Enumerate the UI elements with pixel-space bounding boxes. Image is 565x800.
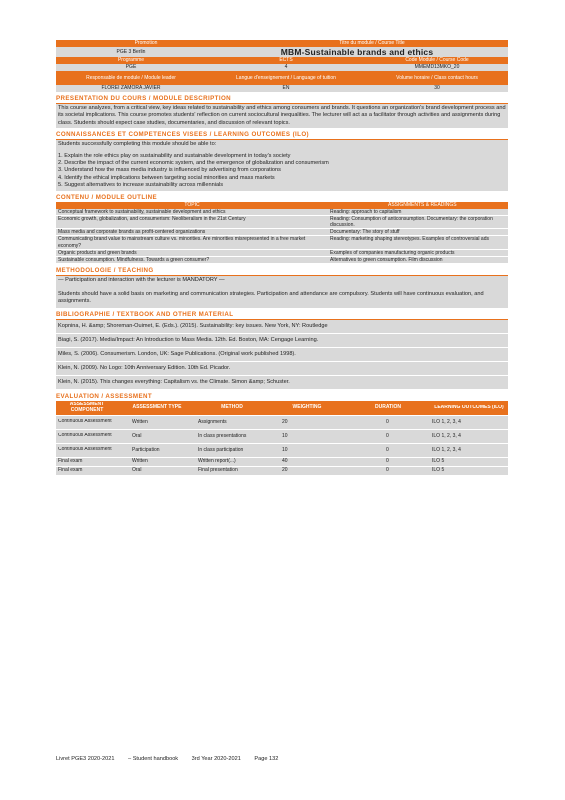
eval-weighting: 10 (282, 432, 288, 439)
assignment-cell: Examples of companies manufacturing organic products (330, 249, 455, 256)
programme-value: PGE (125, 64, 137, 70)
topic-cell: Mass media and corporate brands as profit-centered organizations (58, 229, 206, 236)
eval-duration: 0 (386, 467, 389, 474)
bibliography-heading: BIBLIOGRAPHIE / TEXTBOOK AND OTHER MATERIAL (56, 310, 234, 318)
content-row (56, 250, 508, 257)
eval-method: Final presentation (198, 467, 238, 474)
course-sheet (56, 40, 508, 476)
language-label: Langue d'enseignement / Language of tuition (236, 75, 336, 81)
eval-header-type: ASSESSMENT TYPE (132, 404, 182, 411)
outcome-item: 1. Explain the role ethics play on sustainability and sustainable development in today's society (58, 152, 291, 159)
evaluation-row (56, 430, 508, 444)
evaluation-heading: EVALUATION / ASSESSMENT (56, 392, 153, 400)
header-values-row-2 (56, 64, 508, 71)
bibliography-item: Miles, S. (2006). Consumerism. London, UK: Sage Publications. (Original work published 1998). (56, 348, 508, 362)
eval-component: Continuous Assessment (58, 433, 112, 439)
topic-cell: Organic products and green brands (58, 249, 137, 256)
eval-type: Oral (132, 432, 142, 439)
code-label: Code Module / Course Code (405, 57, 469, 63)
topic-cell: Conceptual framework to sustainability, sustainable development and ethics (58, 208, 226, 215)
topic-cell: Sustainable consumption. Mindfulness. Towards a green consumer? (58, 257, 210, 264)
evaluation-table-header (56, 401, 508, 416)
evaluation-row (56, 458, 508, 467)
outcome-item: 2. Describe the impact of the current economic system, and the emergence of globalization and consumerism (58, 160, 329, 167)
eval-method: Assignments (198, 418, 227, 425)
evaluation-row (56, 467, 508, 476)
outcomes-intro: Students successfully completing this module should be able to: (58, 141, 217, 148)
responsible-value: FLOREI ZAMORA JAVIER (101, 85, 161, 91)
evaluation-row (56, 444, 508, 458)
eval-component: Final exam (58, 467, 83, 474)
assignment-cell: Documentary: The story of stuff (330, 229, 400, 236)
eval-type: Written (132, 418, 148, 425)
outcome-item: 5. Suggest alternatives to increase sustainability across millennials (58, 182, 224, 189)
ects-value: 4 (284, 64, 288, 70)
eval-ilo: ILO 1, 2, 3, 4 (432, 446, 461, 453)
bibliography-item: Kopnina, H. &amp; Shoreman-Ouimet, E. (Eds.). (2015). Sustainability: key issues. New York, NY: Routledge (56, 320, 508, 334)
eval-ilo: ILO 1, 2, 3, 4 (432, 418, 461, 425)
header-values-row-3 (56, 85, 508, 92)
assignment-cell: Reading: approach to capitalism (330, 208, 402, 215)
eval-header-duration: DURATION (374, 404, 401, 411)
eval-duration: 0 (386, 446, 389, 453)
topic-column-header: TOPIC (184, 201, 200, 208)
programme-label: Programme (117, 57, 145, 63)
header-values-row-1 (56, 47, 508, 57)
presentation-heading: PRESENTATION DU COURS / MODULE DESCRIPTION (56, 95, 232, 102)
outcomes-heading: CONNAISSANCES ET COMPETENCES VISEES / LEARNING OUTCOMES (ILO) (56, 131, 310, 139)
eval-header-weighting: WEIGHTING (292, 404, 322, 411)
assignment-cell: Alternatives to green consumption. Film discussion (330, 257, 443, 264)
eval-ilo: ILO 5 (432, 467, 445, 474)
content-table-header (56, 202, 508, 209)
promotion-label: Promotion (134, 40, 158, 46)
presentation-text: This course analyzes, from a critical view, key ideas related to sustainability and ethics among consumers and brands. It questions an organization's brand development process and its societal implications. This course promotes students' reflection on current sociocultural inequalities. The lecturer will act as a facilitator through activities and assignments during class. Students should expect case studies, documentaries, and discussion of relevant topics. (56, 104, 508, 128)
language-value: EN (282, 85, 290, 91)
eval-type: Written (132, 458, 148, 465)
eval-type: Oral (132, 467, 142, 474)
content-row (56, 257, 508, 264)
content-row (56, 209, 508, 216)
eval-duration: 0 (386, 458, 389, 465)
page-footer (56, 756, 290, 762)
methodology-mandatory: — Participation and interaction with the lecturer is MANDATORY — (58, 277, 225, 284)
footer-year: 3rd Year 2020-2021 (191, 756, 241, 762)
bibliography-item: Klein, N. (2009). No Logo: 10th Anniversary Edition. 10th Ed. Picador. (56, 362, 508, 376)
header-labels-row-3 (56, 71, 508, 85)
bibliography-item: Biagi, S. (2017). Media/Impact: An Introduction to Mass Media. 12th. Ed. Boston, MA: Cengage Learning. (56, 334, 508, 348)
methodology-box (56, 276, 508, 307)
eval-component: Continuous Assessment (58, 419, 112, 425)
eval-duration: 0 (386, 418, 389, 425)
eval-method: In class presentations (198, 432, 247, 439)
eval-header-component: ASSESSMENT COMPONENT (69, 402, 105, 413)
evaluation-row (56, 416, 508, 430)
content-row (56, 236, 508, 249)
header-labels-row-2 (56, 57, 508, 64)
footer-booklet: Livret PGE3 2020-2021 (56, 756, 115, 762)
bibliography-item: Klein, N. (2015). This changes everything: Capitalism vs. the Climate. Simon &amp; Schuster. (56, 376, 508, 390)
eval-weighting: 20 (282, 418, 288, 425)
outcome-item: 4. Identify the ethical implications between targeting social minorities and mass markets (58, 174, 275, 181)
methodology-text: Students should have a solid basis on marketing and communication strategies. Participation and attendance are compulsory. Students will have continuous evaluation, and assignments. (58, 290, 484, 305)
volume-label: Volume horaire / Class contact hours (396, 74, 478, 81)
eval-weighting: 40 (282, 458, 288, 465)
eval-method: Written report(...) (198, 458, 236, 465)
title-label: Titre du module / Course Title (339, 40, 405, 46)
code-value: MMEMD13MKO_20 (414, 64, 460, 70)
responsible-label: Responsable de module / Module leader (86, 74, 176, 81)
ects-label: ECTS (279, 57, 293, 63)
outcome-item: 3. Understand how the mass media industry is influenced by advertising from corporations (58, 167, 281, 174)
assignment-cell: Reading: marketing shaping stereotypes. Examples of controversial ads (330, 236, 489, 243)
eval-ilo: ILO 1, 2, 3, 4 (432, 432, 461, 439)
assignment-cell: Reading: Consumption of anticonsumption. Documentary: the corporation discussion. (330, 215, 493, 229)
eval-type: Participation (132, 446, 160, 453)
eval-weighting: 10 (282, 446, 288, 453)
promotion-value: PGE 3 Berlin (116, 49, 146, 55)
content-heading: CONTENU / MODULE OUTLINE (56, 193, 158, 201)
content-row (56, 216, 508, 229)
topic-cell: Economic growth, globalization, and consumerism: Neoliberalism in the 21st Century (58, 215, 246, 222)
assignments-column-header: ASSIGNMENTS & READINGS (388, 201, 457, 208)
footer-handbook: – Student handbook (128, 756, 179, 762)
eval-component: Continuous Assessment (58, 447, 112, 453)
page-number: Page 132 (254, 756, 279, 762)
eval-header-ilo: LEARNING OUTCOMES (ILO) (434, 404, 504, 410)
eval-duration: 0 (386, 432, 389, 439)
eval-ilo: ILO 5 (432, 458, 445, 465)
eval-weighting: 20 (282, 467, 288, 474)
eval-component: Final exam (58, 458, 83, 465)
course-title: MBM-Sustainable brands and ethics (280, 47, 434, 57)
outcomes-box (56, 140, 508, 190)
topic-cell: Communicating brand value to mainstream culture vs. minorities. Are minorities misrepresented in a free market economy? (58, 236, 306, 249)
eval-method: In class participation (198, 446, 244, 453)
volume-value: 30 (434, 85, 440, 91)
content-row (56, 229, 508, 236)
eval-header-method: METHOD (221, 404, 243, 411)
header-labels-row-1 (56, 40, 508, 47)
methodology-heading: METHODOLOGIE / TEACHING (56, 267, 154, 275)
